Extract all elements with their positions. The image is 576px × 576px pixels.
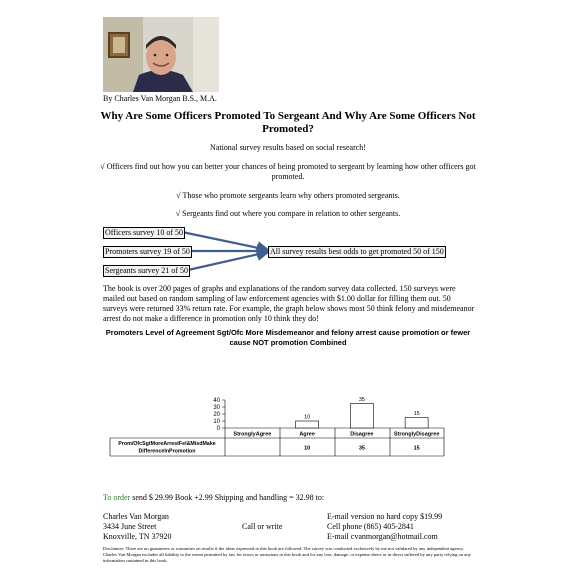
bar-disagree bbox=[350, 404, 373, 429]
contact-name: Charles Van Morgan bbox=[103, 512, 169, 521]
cell-phone: Cell phone (865) 405-2841 bbox=[327, 522, 414, 531]
mailing-address bbox=[103, 512, 172, 542]
table-row-label-line-2: DifferenceInPromotion bbox=[138, 448, 196, 455]
data-label-agree: 10 bbox=[304, 414, 311, 421]
subtitle: National survey results based on social research! bbox=[210, 143, 366, 152]
contact-street: 3434 June Street bbox=[103, 522, 157, 531]
bar-stronglydisagree bbox=[405, 418, 428, 429]
category-label-disagree: Disagree bbox=[350, 431, 374, 438]
y-tick-label-0: 0 bbox=[216, 426, 220, 433]
order-line bbox=[103, 493, 324, 502]
table-row-label-line-1: Prom/OfcSgtMoreArrestFel&MisdMake bbox=[118, 441, 216, 447]
disclaimer: Disclaimer: There are no guarantees or warranties on results if the ideas expressed in this book are followed. The survey was conducted exclusively by me not validated by any independent agency. Charles Van Morgan excludes all liability to the extent permitted by law for errors or omissions in this book and for any loss, damage, or expense direct or in direct suffered by any party relying on any information contained in this book. bbox=[103, 546, 471, 563]
table-value-stronglydisagree: 15 bbox=[413, 445, 420, 452]
order-lead: To order bbox=[103, 493, 131, 502]
promoters-survey-box: Promoters survey 19 of 50 bbox=[105, 247, 190, 256]
email-version: E-mail version no hard copy $19.99 bbox=[327, 512, 443, 521]
y-tick-label-3: 30 bbox=[213, 405, 220, 412]
email-address: E-mail cvanmorgan@hotmail.com bbox=[327, 532, 438, 541]
email-contact-block bbox=[327, 512, 442, 542]
description-paragraph: The book is over 200 pages of graphs and explanations of the random survey data collected. 150 surveys were mailed out based on random sampling of law enforcement agencies with $1.00 dollar for filling them out. 50 surveys were returned 33% return rate. For example, the graph below shows most 50 think felony and misdemeanor arrest do not make a difference in promotion only 10 think they do! bbox=[103, 284, 475, 323]
table-value-disagree: 35 bbox=[358, 445, 365, 452]
officers-survey-box: Officers survey 10 of 50 bbox=[105, 228, 184, 237]
bar-agree bbox=[296, 421, 319, 428]
sergeants-survey-box: Sergeants survey 21 of 50 bbox=[105, 266, 188, 275]
category-label-stronglyagree: StronglyAgree bbox=[233, 431, 272, 438]
y-tick-label-4: 40 bbox=[213, 398, 220, 405]
category-label-agree: Agree bbox=[299, 431, 315, 438]
bullet-officers: √ Officers find out how you can better your chances of being promoted to sergeant by learning how other officers got promoted. bbox=[100, 162, 476, 181]
page-title: Why Are Some Officers Promoted To Sergeant And Why Are Some Officers Not Promoted? bbox=[100, 110, 476, 135]
chart-title: Promoters Level of Agreement Sgt/Ofc More Misdemeanor and felony arrest cause promotion or fewer cause NOT promotion Combined bbox=[105, 328, 471, 347]
order-price: send $ 29.99 Book +2.99 Shipping and handling = 32.98 to: bbox=[132, 493, 325, 502]
data-label-stronglydisagree: 15 bbox=[413, 411, 420, 417]
contact-city: Knoxville, TN 37920 bbox=[103, 532, 172, 541]
y-tick-label-1: 10 bbox=[213, 419, 220, 426]
all-results-box: All survey results best odds to get promoted 50 of 150 bbox=[270, 247, 444, 256]
category-label-stronglydisagree: StronglyDisagree bbox=[393, 431, 440, 438]
call-or-write: Call or write bbox=[242, 522, 283, 531]
bullet-sergeants: √ Sergeants find out where you compare in relation to other sergeants. bbox=[175, 209, 401, 218]
byline: By Charles Van Morgan B.S., M.A. bbox=[103, 94, 217, 103]
y-tick-label-2: 20 bbox=[213, 412, 220, 419]
bullet-promoters: √ Those who promote sergeants learn why others promoted sergeants. bbox=[176, 191, 400, 200]
table-value-agree: 10 bbox=[304, 445, 311, 452]
data-label-disagree: 35 bbox=[358, 397, 365, 403]
